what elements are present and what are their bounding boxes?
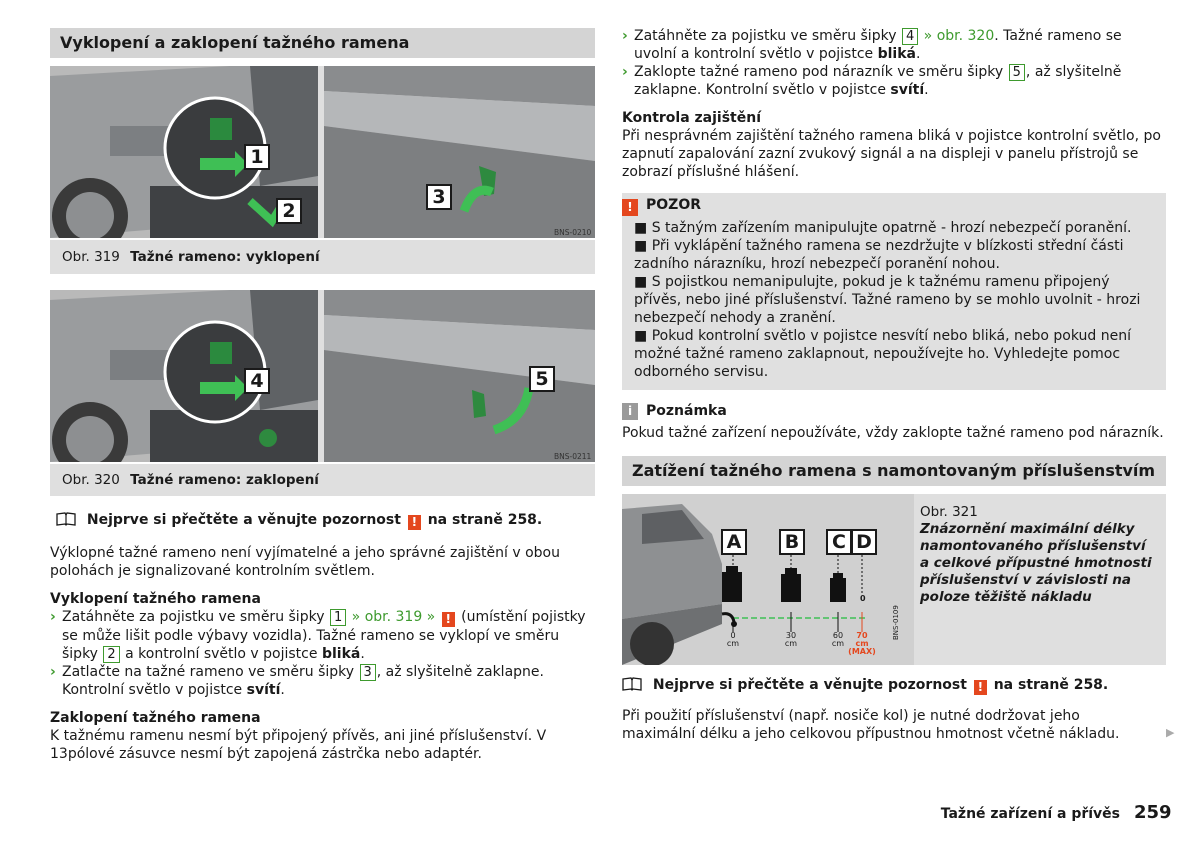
control-paragraph: Při nesprávném zajištění tažného ramena bliká v pojistce kontrolní světlo, po zapnutí zapalování zazní zvukový signál a na displeji v panelu přístrojů se zobrazí příslušné hlášení. (622, 128, 1161, 180)
callout-1: 1 (244, 144, 270, 170)
figure-title: Tažné rameno: zaklopení (130, 472, 319, 488)
mark-70-max: 70 cm (MAX) (848, 631, 876, 656)
arrow-ref-3: 3 (360, 664, 376, 681)
step-text: , až slyšitelně zaklapne. Kontrolní světlo v pojistce (62, 664, 544, 698)
warning-icon: ! (442, 612, 455, 627)
first-read-notice-left (56, 511, 596, 530)
bullet-chevron: › (622, 64, 628, 80)
bullet-square: ■ (634, 238, 648, 254)
section-title-left: Vyklopení a zaklopení tažného ramena (50, 28, 595, 58)
fold-step-list (622, 27, 1166, 99)
step-text: Zaklopte tažné rameno pod nárazník ve směru šipky (634, 64, 1004, 80)
fold-step-1 (622, 27, 1166, 63)
warning-icon: ! (974, 680, 987, 695)
photo-car-rear-unfold (50, 66, 318, 238)
figure-number: Obr. 320 (62, 472, 120, 488)
warning-list (634, 219, 1160, 381)
figure-code: BNS-0210 (554, 228, 592, 237)
mark-60: 60 cm (831, 631, 845, 648)
figure-code: BNS-0109 (892, 605, 900, 640)
caption-321 (914, 494, 1166, 665)
warning-item: ■ Při vyklápění tažného ramena se nezdržujte v blízkosti střední části zadního nárazníku, hrozí nebezpečí poranění nohou. (634, 238, 1124, 272)
step-text: . (280, 682, 285, 698)
arrow-ref-5: 5 (1009, 64, 1025, 81)
figure-number: Obr. 321 (920, 504, 978, 520)
mark-0: 0 cm (726, 631, 740, 648)
photo-bumper-unfold (324, 66, 595, 238)
warning-header (622, 197, 701, 215)
bullet-chevron: › (50, 609, 56, 625)
step-text: (umístění pojistky se může lišit podle výbavy vozidla). Tažné rameno se vyklopí ve směru šipky (62, 609, 586, 662)
figure-319 (50, 66, 595, 238)
figure-number: Obr. 319 (62, 249, 120, 265)
figure-ref-link[interactable]: » obr. 320 (923, 28, 995, 44)
first-read-page: na straně 258. (427, 512, 543, 528)
bullet-chevron: › (50, 664, 56, 680)
photo-car-rear-fold (50, 290, 318, 462)
figure-ref-link[interactable]: » obr. 319 » (351, 609, 436, 625)
figure-title: Tažné rameno: vyklopení (130, 249, 320, 265)
letter-b: B (779, 529, 805, 555)
letter-a: A (721, 529, 747, 555)
fold-step-2 (622, 63, 1166, 99)
warning-item: ■ S tažným zařízením manipulujte opatrně - hrozí nebezpečí poranění. (634, 220, 1132, 236)
step-text: . (360, 646, 365, 662)
letter-d: D (851, 529, 877, 555)
step-text: a kontrolní světlo v pojistce (125, 646, 318, 662)
figure-title: Znázornění maximální délky namontovaného příslušenství a celkové přípustné hmotnosti příslušenství v závislosti na poloze těžiště nákladu (920, 521, 1152, 605)
callout-4: 4 (244, 368, 270, 394)
bullet-square: ■ (634, 220, 648, 236)
warning-item: ■ S pojistkou nemanipulujte, pokud je k tažnému ramenu připojený přívěs, nebo jiné příslušenství. Tažné rameno by se mohlo uvolnit - hrozi nebezpečí nehody a zranění. (634, 274, 1141, 326)
warning-icon: ! (408, 515, 421, 530)
heading-unfold: Vyklopení tažného ramena (50, 591, 261, 607)
step-emphasis: svítí (890, 82, 925, 98)
first-read-notice-right (622, 676, 1166, 695)
arrow-ref-4: 4 (902, 28, 918, 45)
note-header (622, 402, 1166, 420)
figure-321 (622, 494, 914, 665)
callout-5: 5 (529, 366, 555, 392)
page-number: 259 (1134, 802, 1172, 823)
first-read-page: na straně 258. (993, 677, 1109, 693)
step-text: . (916, 46, 921, 62)
book-icon (56, 512, 76, 526)
first-read-text: Nejprve si přečtěte a věnujte pozornost (652, 677, 967, 693)
figure-code: BNS-0211 (554, 452, 592, 461)
bullet-square: ■ (634, 274, 648, 290)
letter-c: C (826, 529, 852, 555)
zero-label: 0 (860, 594, 866, 603)
bullet-chevron: › (622, 28, 628, 44)
step-emphasis: svítí (246, 682, 281, 698)
arrow-ref-2: 2 (103, 646, 119, 663)
mark-30: 30 cm (784, 631, 798, 648)
intro-paragraph: Výklopné tažné rameno není vyjímatelné a jeho správné zajištění v obou polohách je signalizované kontrolním světlem. (50, 545, 560, 579)
note-title: Poznámka (646, 403, 727, 419)
step-emphasis: bliká (877, 46, 916, 62)
unfold-step-1 (50, 608, 596, 663)
caption-321-text (920, 504, 1156, 606)
fold-paragraph: K tažnému ramenu nesmí být připojený přívěs, ani jiné příslušenství. V 13pólové zásuvce nesmí být zapojená zástrčka nebo adaptér. (50, 728, 547, 762)
final-paragraph: Při použití příslušenství (např. nosiče kol) je nutné dodržovat jeho maximální délku a jeho celkovou přípustnou hmotnost včetně nákladu. (622, 708, 1120, 742)
footer-chapter: Tažné zařízení a přívěs (940, 806, 1120, 822)
info-icon: i (622, 403, 638, 420)
step-text: , až slyšitelně zaklapne. Kontrolní světlo v pojistce (634, 64, 1122, 98)
figure-320 (50, 290, 595, 462)
section-title-right: Zatížení tažného ramena s namontovaným příslušenstvím (622, 456, 1166, 486)
first-read-text: Nejprve si přečtěte a věnujte pozornost (86, 512, 401, 528)
next-page-arrow-icon: ▶ (1166, 726, 1175, 739)
heading-fold: Zaklopení tažného ramena (50, 710, 261, 726)
step-text: Zatáhněte za pojistku ve směru šipky (634, 28, 897, 44)
bullet-square: ■ (634, 328, 648, 344)
book-icon (622, 677, 642, 691)
step-text: Zatlačte na tažné rameno ve směru šipky (62, 664, 355, 680)
callout-3: 3 (426, 184, 452, 210)
arrow-ref-1: 1 (330, 609, 346, 626)
heading-control: Kontrola zajištění (622, 110, 762, 126)
warning-icon: ! (622, 199, 638, 216)
step-emphasis: bliká (321, 646, 361, 662)
unfold-step-list (50, 608, 596, 699)
step-text: . Tažné rameno se uvolní a kontrolní světlo v pojistce (634, 28, 1122, 62)
warning-box (622, 193, 1166, 390)
unfold-step-2 (50, 663, 596, 699)
callout-2: 2 (276, 198, 302, 224)
caption-320 (50, 464, 595, 496)
caption-319 (50, 240, 595, 274)
note-text: Pokud tažné zařízení nepoužíváte, vždy zaklopte tažné rameno pod nárazník. (622, 425, 1164, 441)
step-text: Zatáhněte za pojistku ve směru šipky (62, 609, 325, 625)
warning-title: POZOR (646, 197, 701, 213)
warning-item: ■ Pokud kontrolní světlo v pojistce nesvítí nebo bliká, nebo pokud není možné tažné rameno zaklapnout, nepoužívejte ho. Vyhledejte pomoc odborného servisu. (634, 328, 1131, 380)
photo-bumper-fold (324, 290, 595, 462)
step-text: . (924, 82, 929, 98)
